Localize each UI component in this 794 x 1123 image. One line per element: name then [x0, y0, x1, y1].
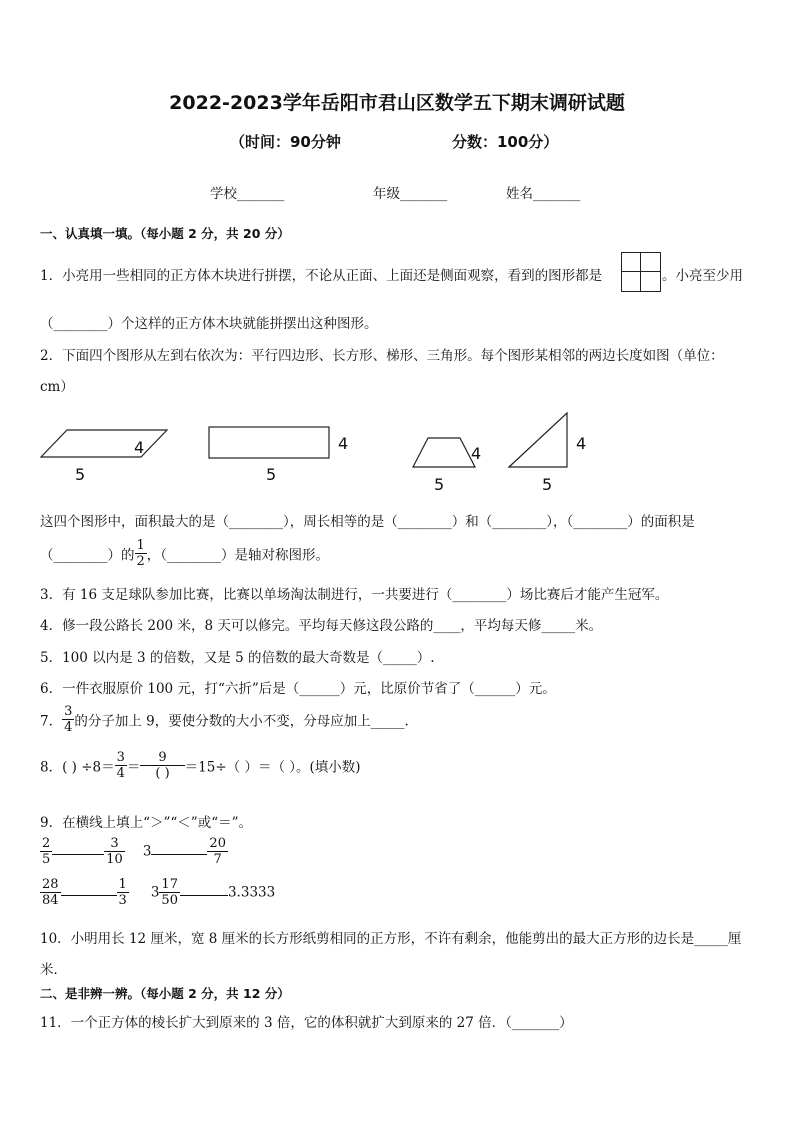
trapezoid-side-label: 4	[471, 444, 482, 463]
q8-f2-denominator: ( )	[155, 766, 170, 781]
q8-fraction-2	[140, 750, 184, 781]
q8-equals: ＝	[126, 759, 141, 776]
q1-line1-end: 。小亮至少用	[662, 268, 743, 284]
q9-r1-frac-a	[40, 836, 52, 867]
q3-text: 3．有 16 支足球队参加比赛，比赛以单场淘汰制进行，一共要进行（________）场比赛后才能产生冠军。	[40, 587, 669, 603]
q2-line4-b: ，（________）是轴对称图形。	[146, 547, 330, 564]
q9-row1	[40, 836, 228, 867]
q9-r2-b-den: 3	[118, 893, 127, 908]
q6-text: 6．一件衣服原价 100 元，打“六折”后是（______）元，比原价节省了（______）元。	[40, 681, 556, 697]
grade-field[interactable]: 年级_______	[373, 186, 448, 202]
shapes-figure	[30, 405, 630, 500]
parallelogram-base-label: 5	[75, 465, 86, 484]
q9-r2-a-num: 28	[42, 877, 59, 892]
half-numerator: 1	[136, 538, 145, 553]
q9-r1-frac-b	[104, 836, 125, 867]
score-label: 分数：100分）	[452, 133, 559, 151]
q7-prefix: 7．	[40, 713, 63, 730]
trapezoid-shape	[413, 438, 475, 467]
q5-text: 5．100 以内是 3 的倍数，又是 5 的倍数的最大奇数是（_____）.	[40, 650, 435, 666]
rectangle-shape	[209, 427, 329, 458]
q1-line2: （________）个这样的正方体木块就能拼摆出这种图形。	[40, 316, 378, 332]
q9-r2-blank-2[interactable]	[180, 895, 228, 896]
q9-r2-c-num: 17	[161, 877, 178, 892]
q9-r1-d-num: 20	[209, 836, 226, 851]
q9-r1-b-den: 10	[106, 852, 123, 867]
q8-part-a: 8．( ) ÷8＝	[40, 759, 115, 776]
q11-text: 11．一个正方体的棱长扩大到原来的 3 倍，它的体积就扩大到原来的 27 倍．（_______）	[40, 1015, 573, 1031]
trapezoid-base-label: 5	[434, 475, 445, 494]
triangle-shape	[509, 413, 567, 467]
school-field[interactable]: 学校_______	[210, 186, 285, 202]
q8-f1-denominator: 4	[116, 766, 125, 781]
time-label: （时间：90分钟	[230, 133, 341, 151]
q9-r2-frac-a	[40, 877, 61, 908]
q8-part-b: ＝15÷（ ）＝（ ）。(填小数)	[184, 759, 361, 776]
q7-body: 的分子加上 9，要使分数的大小不变，分母应加上_____.	[74, 713, 409, 730]
q2-line2: cm）	[40, 379, 74, 395]
q8-f2-numerator: 9	[140, 750, 184, 766]
q9-r1-a-num: 2	[42, 836, 51, 851]
q10-line2: 米．	[40, 962, 67, 978]
q9-r1-blank-1[interactable]	[52, 854, 104, 855]
rectangle-base-label: 5	[266, 465, 277, 484]
one-half-fraction	[135, 538, 147, 569]
name-field[interactable]: 姓名_______	[506, 186, 581, 202]
q9-r2-frac-c	[159, 877, 180, 908]
rectangle-side-label: 4	[338, 434, 349, 453]
q9-row2	[40, 877, 275, 908]
q9-r1-frac-d	[207, 836, 228, 867]
q1-line1: 1．小亮用一些相同的正方体木块进行拼摆，不论从正面、上面还是侧面观察，看到的图形都是	[40, 268, 603, 284]
q7-numerator: 3	[64, 704, 73, 719]
triangle-side-label: 4	[576, 434, 587, 453]
page-title: 2022-2023学年岳阳市君山区数学五下期末调研试题	[169, 92, 625, 114]
q9-r1-blank-2[interactable]	[151, 854, 207, 855]
q9-r1-d-den: 7	[213, 852, 222, 867]
q9-r2-c-den: 50	[161, 893, 178, 908]
q4-text: 4．修一段公路长 200 米，8 天可以修完。平均每天修这段公路的____，平均每天修_____米。	[40, 618, 603, 634]
q2-line4-a: （________）的	[40, 547, 135, 564]
q9-r2-decimal: 3.3333	[227, 884, 276, 901]
half-denominator: 2	[136, 554, 145, 569]
q9-r2-frac-b	[117, 877, 129, 908]
parallelogram-side-label: 4	[134, 438, 145, 457]
square-grid-icon	[621, 252, 661, 292]
q8-text	[40, 750, 361, 781]
q7-denominator: 4	[64, 720, 73, 735]
q9-r1-b-num: 3	[104, 836, 125, 852]
q9-text: 9．在横线上填上“＞”“＜”或“＝”。	[40, 815, 252, 831]
q10-line1: 10．小明用长 12 厘米，宽 8 厘米的长方形纸剪相同的正方形，不许有剩余，他能剪出的最大正方形的边长是_____厘	[40, 931, 742, 947]
triangle-base-label: 5	[542, 475, 553, 494]
section-2-title: 二、是非辨一辨。（每小题 2 分，共 12 分）	[40, 986, 290, 1001]
q2-line3: 这四个图形中，面积最大的是（________），周长相等的是（________）和（________），（________）的面积是	[40, 514, 695, 530]
q7-text	[40, 704, 409, 735]
q9-r2-whole: 3	[150, 884, 160, 901]
parallelogram-shape	[41, 430, 167, 457]
q7-fraction	[62, 704, 74, 735]
q9-r1-whole: 3	[142, 843, 152, 860]
q8-fraction-1	[115, 750, 127, 781]
q9-r2-a-den: 84	[42, 893, 59, 908]
q8-f1-numerator: 3	[116, 750, 125, 765]
q2-line4	[40, 538, 329, 569]
q9-r1-a-den: 5	[42, 852, 51, 867]
q9-r2-b-num: 1	[118, 877, 127, 892]
section-1-title: 一、认真填一填。（每小题 2 分，共 20 分）	[40, 226, 290, 241]
q2-line1: 2．下面四个图形从左到右依次为：平行四边形、长方形、梯形、三角形。每个图形某相邻的两边长度如图（单位：	[40, 348, 724, 364]
q9-r2-blank-1[interactable]	[61, 895, 117, 896]
